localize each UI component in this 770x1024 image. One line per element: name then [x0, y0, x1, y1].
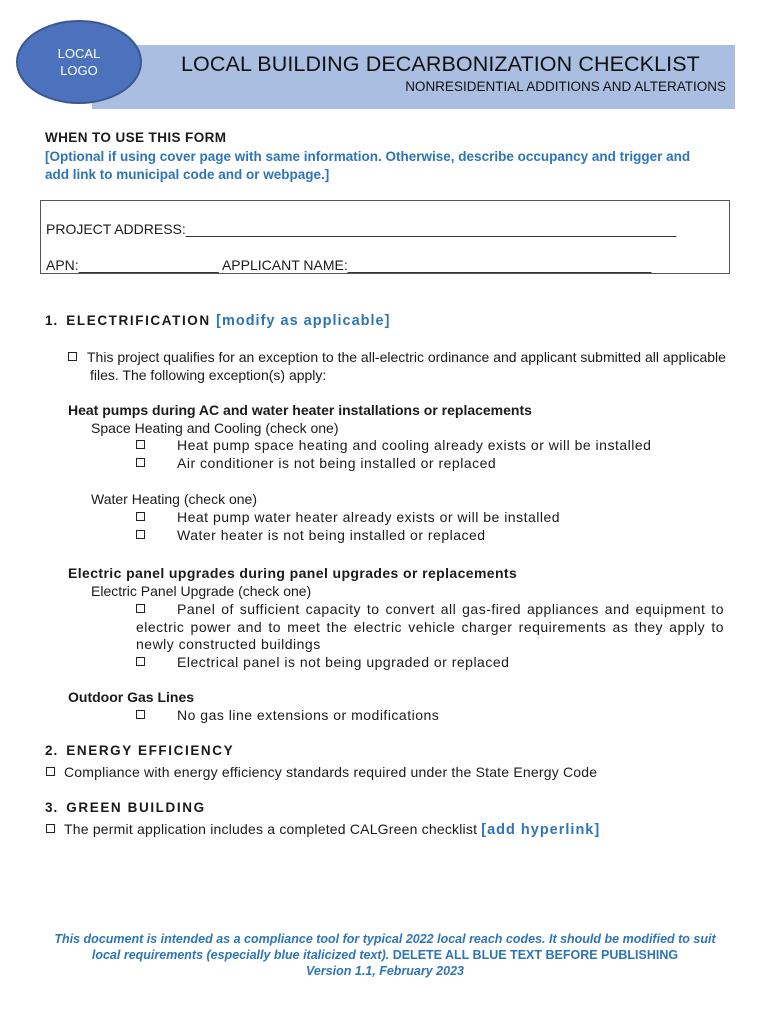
heat-pumps-heading: Heat pumps during AC and water heater installations or replacements — [68, 402, 532, 418]
section-green-heading — [45, 800, 206, 815]
project-info-box — [40, 200, 730, 274]
space-opt1-checkbox[interactable] — [136, 440, 145, 449]
panel-upgrade-label: Electric Panel Upgrade (check one) — [91, 583, 312, 599]
section-title: ELECTRIFICATION — [66, 313, 211, 328]
section-number: 3. — [45, 800, 59, 815]
applicant-name-label: APPLICANT NAME: — [221, 257, 348, 273]
page-subtitle: NONRESIDENTIAL ADDITIONS AND ALTERATIONS — [405, 79, 726, 94]
footer-delete-text: DELETE ALL BLUE TEXT BEFORE PUBLISHING — [392, 948, 679, 962]
space-heating-option-1 — [136, 437, 651, 453]
space-heating-label: Space Heating and Cooling (check one) — [91, 420, 339, 436]
gas-opt1-text: No gas line extensions or modifications — [177, 707, 440, 723]
water-heating-option-2 — [136, 527, 486, 543]
exception-checkbox[interactable] — [68, 352, 77, 361]
footer-italic-text: This document is intended as a compliance tool for typical 2022 local reach codes. It should be modified to suit local requirements (especially blue italicized text). — [54, 932, 716, 962]
project-address-label: PROJECT ADDRESS: — [46, 221, 186, 237]
section-number: 2. — [45, 743, 59, 758]
water-opt1-checkbox[interactable] — [136, 512, 145, 521]
energy-checkbox[interactable] — [46, 767, 55, 776]
panel-upgrades-heading: Electric panel upgrades during panel upgrades or replacements — [68, 565, 518, 581]
logo-line-2: LOGO — [60, 63, 98, 78]
space-heating-option-2 — [136, 455, 496, 471]
energy-text: Compliance with energy efficiency standards required under the State Energy Code — [64, 764, 598, 780]
green-text: The permit application includes a completed CALGreen checklist — [64, 821, 478, 837]
when-to-use-heading: WHEN TO USE THIS FORM — [45, 130, 227, 145]
when-to-use-description: [Optional if using cover page with same information. Otherwise, describe occupancy and trigger and add link to municipal code and or webpage.] — [45, 149, 691, 182]
local-logo — [16, 20, 142, 104]
section-number: 1. — [45, 313, 59, 328]
panel-opt2-text: Electrical panel is not being upgraded or replaced — [177, 654, 510, 670]
panel-opt2-checkbox[interactable] — [136, 657, 145, 666]
page-title: LOCAL BUILDING DECARBONIZATION CHECKLIST — [181, 52, 700, 76]
water-opt1-text: Heat pump water heater already exists or will be installed — [177, 509, 561, 525]
apn-field[interactable]: __________________ — [78, 257, 219, 273]
space-opt1-text: Heat pump space heating and cooling already exists or will be installed — [177, 437, 652, 453]
panel-option-2 — [136, 654, 509, 670]
exception-text: This project qualifies for an exception to the all-electric ordinance and applicant submitted all applicable files. The following exception(s) apply: — [87, 349, 726, 383]
exception-item — [68, 348, 728, 384]
water-opt2-checkbox[interactable] — [136, 530, 145, 539]
section-energy-heading — [45, 743, 234, 758]
section-electrification-heading — [45, 313, 390, 329]
apn-label: APN: — [46, 257, 79, 273]
footer-version: Version 1.1, February 2023 — [306, 964, 464, 978]
water-heating-option-1 — [136, 509, 560, 525]
panel-opt1-checkbox[interactable] — [136, 604, 145, 613]
water-opt2-text: Water heater is not being installed or replaced — [177, 527, 486, 543]
section-title: GREEN BUILDING — [66, 800, 206, 815]
space-opt2-text: Air conditioner is not being installed or replaced — [177, 455, 497, 471]
energy-item — [46, 764, 597, 780]
project-address-row — [46, 221, 676, 237]
footer-note — [40, 931, 730, 979]
logo-line-1: LOCAL — [57, 46, 101, 61]
water-heating-label: Water Heating (check one) — [91, 491, 257, 507]
green-checkbox[interactable] — [46, 824, 55, 833]
space-opt2-checkbox[interactable] — [136, 458, 145, 467]
panel-opt1-text: Panel of sufficient capacity to convert all gas-fired appliances and equipment to electric power and to meet the electric vehicle charger requirements as they apply to newly constructed buildings — [136, 601, 724, 652]
add-hyperlink-link[interactable]: [add hyperlink] — [481, 822, 601, 838]
project-address-field[interactable]: _______________________________________________________________ — [185, 221, 677, 237]
section-title: ENERGY EFFICIENCY — [66, 743, 235, 758]
outdoor-gas-heading: Outdoor Gas Lines — [68, 689, 195, 705]
gas-option-1 — [136, 707, 439, 723]
green-item — [46, 821, 600, 838]
applicant-name-field[interactable]: _______________________________________ — [347, 257, 652, 273]
apn-applicant-row — [46, 257, 651, 273]
modify-note: [modify as applicable] — [216, 313, 391, 329]
panel-option-1 — [136, 601, 724, 654]
gas-opt1-checkbox[interactable] — [136, 710, 145, 719]
